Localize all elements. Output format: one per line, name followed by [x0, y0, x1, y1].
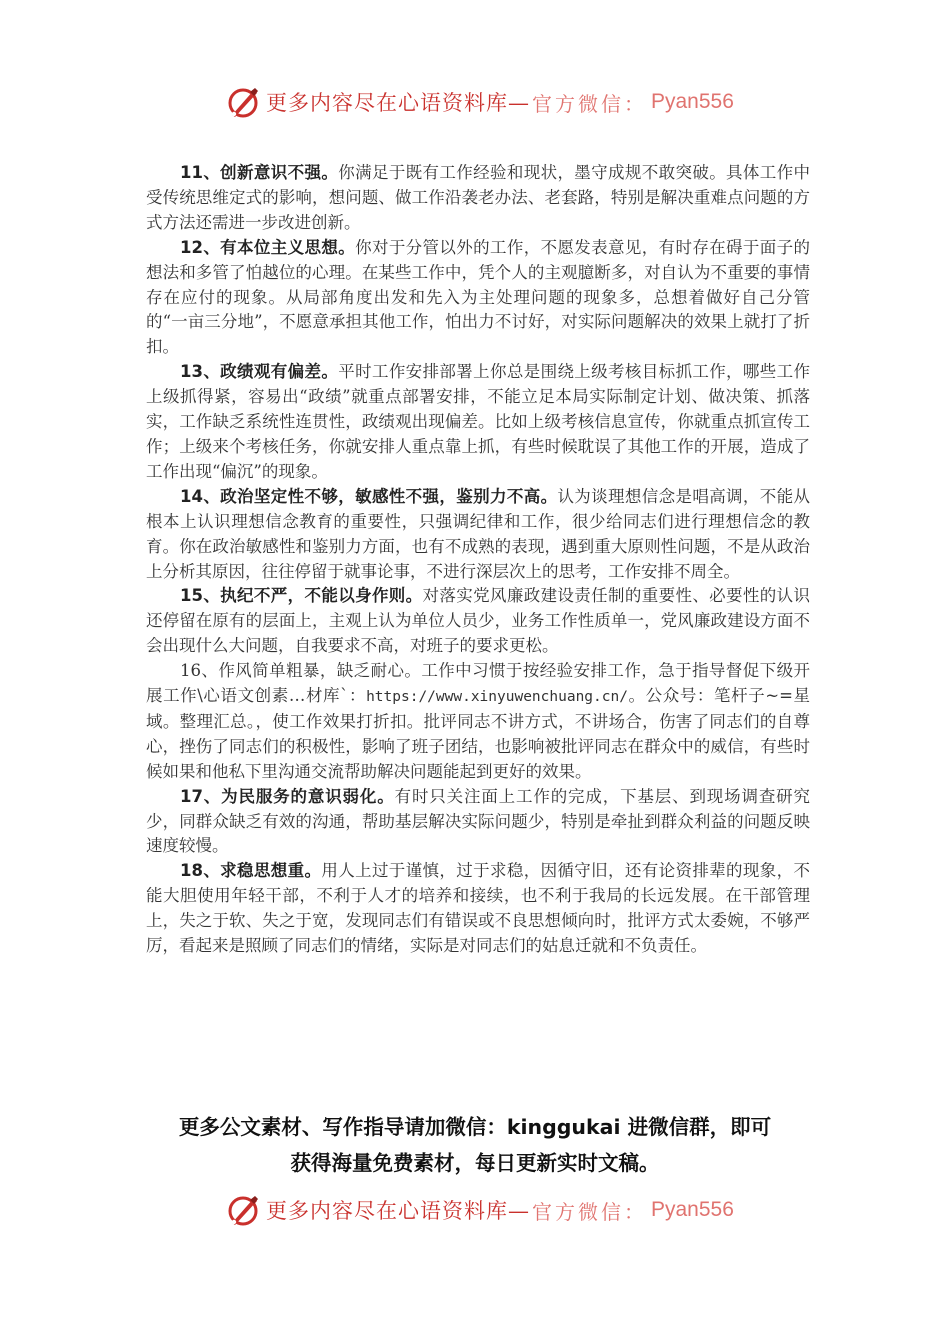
item-18 — [146, 859, 810, 959]
item-text: 16、作风简单粗暴，缺乏耐心。工作中习惯于按经验安排工作，急于指导督促下级开展工作\心语文创素…材库`： — [146, 661, 810, 706]
item-text-rest: 。公众号：笔杆子~=星域。整理汇总。，使工作效果打折扣。批评同志不讲方式，不讲场合，伤害了同志们的自尊心，挫伤了同志们的积极性，影响了班子团结，也影响被批评同志在群众中的威信，有些时候如果和他私下里沟通交流帮助解决问题能起到更好的效果。 — [146, 686, 811, 781]
item-13 — [146, 360, 810, 485]
item-12 — [146, 236, 810, 361]
item-heading: 12、有本位主义思想。 — [180, 237, 356, 257]
item-text: 对落实党风廉政建设责任制的重要性、必要性的认识还停留在原有的层面上，主观上认为单位人员少，业务工作性质单一，党风廉政建设方面不会出现什么大问题，自我要求不高，对班子的要求更松。 — [146, 586, 810, 656]
footer-banner — [0, 1190, 950, 1230]
item-text: 用人上过于谨慎，过于求稳，因循守旧，还有论资排辈的现象，不能大胆使用年轻干部，不利于人才的培养和接续，也不利于我局的长远发展。在干部管理上，失之于软、失之于宽，发现同志们有错误或不良思想倾向时，批评方式太委婉，不够严厉，看起来是照顾了同志们的情绪，实际是对同志们的姑息迁就和不负责任。 — [146, 861, 810, 956]
item-heading: 17、为民服务的意识弱化。 — [180, 786, 395, 806]
banner-wechat-id: Pyan556 — [651, 1198, 734, 1221]
item-text: 你对于分管以外的工作，不愿发表意见，有时存在碍于面子的想法和多管了怕越位的心理。在某些工作中，凭个人的主观臆断多，对自认为不重要的事情存在应付的现象。从局部角度出发和先入为主处理问题的现象多，总想着做好自己分管的“一亩三分地”，不愿意承担其他工作，怕出力不讨好，对实际问题解决的效果上就打了折扣。 — [146, 237, 811, 357]
item-text: 你满足于既有工作经验和现状，墨守成规不敢突破。具体工作中受传统思维定式的影响，想问题、做工作沿袭老办法、老套路，特别是解决重难点问题的方式方法还需进一步改进创新。 — [146, 163, 811, 232]
item-11 — [146, 161, 810, 236]
item-heading: 18、求稳思想重。 — [180, 861, 322, 881]
item-text: 有时只关注面上工作的完成，下基层、到现场调查研究少，同群众缺乏有效的沟通，帮助基层解决实际问题少，特别是牵扯到群众利益的问题反映速度较慢。 — [146, 786, 810, 856]
banner-wechat-label: 官方微信： — [532, 91, 647, 116]
footer-promo-line-2: 获得海量免费素材，每日更新实时文稿。 — [290, 1151, 660, 1175]
banner-wechat-label: 官方微信： — [532, 1199, 647, 1224]
source-url-link[interactable]: https://www.xinyuwenchuang.cn/ — [366, 689, 628, 706]
pen-circle-logo-icon — [226, 84, 262, 120]
footer-promo-line-1: 更多公文素材、写作指导请加微信：kinggukai 进微信群，即可 — [178, 1115, 772, 1139]
item-heading: 11、创新意识不强。 — [180, 163, 339, 182]
item-text: 平时工作安排部署上你总是围绕上级考核目标抓工作，哪些工作上级抓得紧，容易出“政绩”就重点部署安排，不能立足本局实际制定计划、做决策、抓落实，工作缺乏系统性连贯性，政绩观出现偏差。比如上级考核信息宣传，你就重点抓宣传工作；上级来个考核任务，你就安排人重点靠上抓，有些时候耽误了其他工作的开展，造成了工作出现“偏沉”的现象。 — [146, 362, 811, 481]
document-body — [146, 161, 810, 959]
item-heading: 14、政治坚定性不够，敏感性不强，鉴别力不高。 — [180, 486, 558, 506]
banner-wechat-id: Pyan556 — [651, 90, 734, 113]
item-15 — [146, 584, 810, 659]
banner-title: 更多内容尽在心语资料库— — [266, 91, 530, 115]
item-17 — [146, 785, 810, 860]
item-16 — [146, 659, 810, 785]
header-banner — [0, 82, 950, 122]
item-text: 认为谈理想信念是唱高调，不能从根本上认识理想信念教育的重要性，只强调纪律和工作，很少给同志们进行理想信念的教育。你在政治敏感性和鉴别力方面，也有不成熟的表现，遇到重大原则性问题，不是从政治上分析其原因，往往停留于就事论事，不进行深层次上的思考，工作安排不周全。 — [146, 486, 811, 581]
item-heading: 13、政绩观有偏差。 — [180, 362, 339, 382]
pen-circle-logo-icon — [226, 1192, 262, 1228]
item-14 — [146, 485, 810, 585]
banner-title: 更多内容尽在心语资料库— — [266, 1199, 530, 1223]
footer-promo-note — [140, 1109, 810, 1181]
item-heading: 15、执纪不严，不能以身作则。 — [180, 586, 423, 606]
